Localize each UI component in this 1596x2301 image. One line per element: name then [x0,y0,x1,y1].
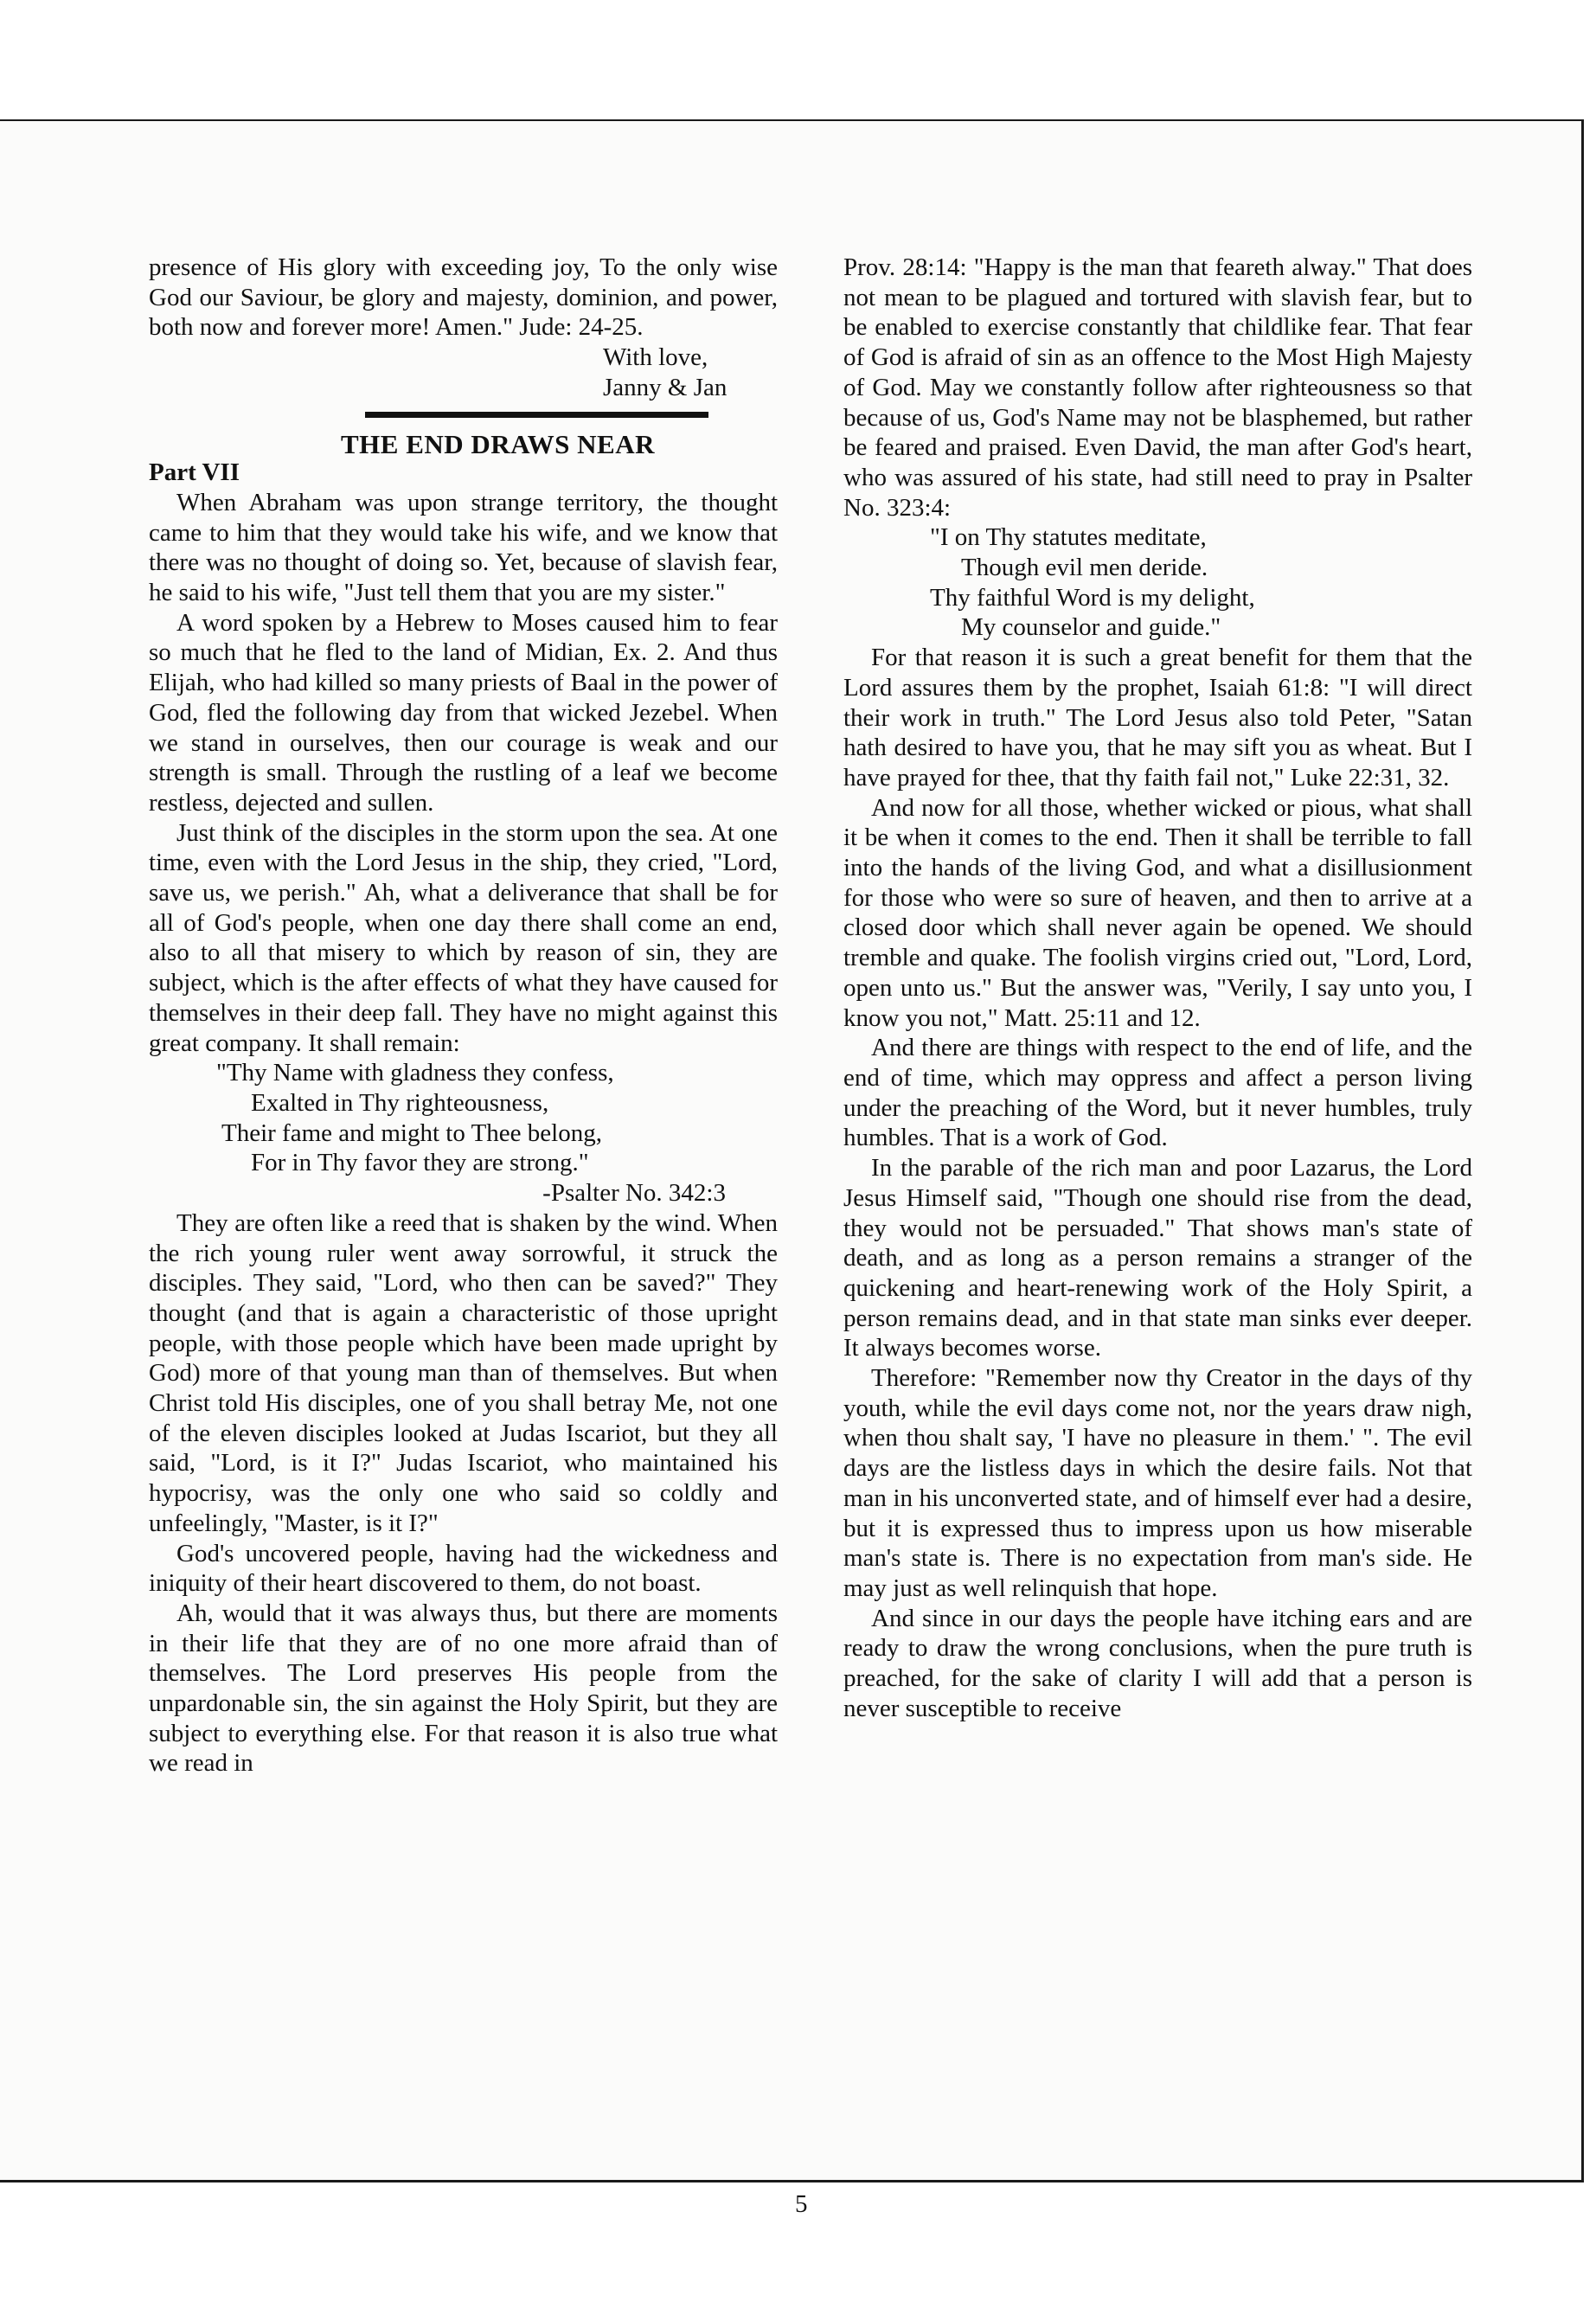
verse-line: Their fame and might to Thee belong, [221,1118,602,1147]
paragraph: In the parable of the rich man and poor Lazarus, the Lord Jesus Himself said, "Though one should rise from the dead, they would not be persuaded." That shows man's state of death, and as long as a person remains a stranger of the quickening and heart-renewing work of the Holy Spirit, a person remains dead, and in that state man sinks ever deeper. It always becomes worse. [843,1154,1472,1362]
paragraph: And since in our days the people have itching ears and are ready to draw the wrong conclusions, when the pure truth is preached, for the sake of clarity I will add that a person is never susceptible to receive [843,1604,1472,1722]
verse-reference: -Psalter No. 342:3 [542,1179,726,1208]
paragraph: When Abraham was upon strange territory, the thought came to him that they would take his wife, and we know that there was no thought of doing so. Yet, because of slavish fear, he said to his wife, "Just tell them that you are my sister." [149,488,778,607]
verse-line: Though evil men deride. [961,554,1208,582]
right-column [843,253,1472,1723]
paragraph: Ah, would that it was always thus, but there are moments in their life that they are of no one more afraid than of themselves. The Lord preserves His people from the unpardonable sin, the sin against the Holy Spirit, but they are subject to everything else. For that reason it is also true what we read in [149,1599,778,1778]
verse-line: Thy faithful Word is my delight, [930,583,1255,612]
section-divider [365,412,708,418]
verse-line: Exalted in Thy righteousness, [251,1088,549,1117]
verse-line: For in Thy favor they are strong." [251,1149,589,1177]
closing-line: With love, [603,343,708,372]
letter-closing [149,343,778,402]
article-title: THE END DRAWS NEAR [341,428,655,459]
paragraph: And there are things with respect to the end of life, and the end of time, which may oppress and affect a person living under the preaching of the Word, but it never humbles, truly humbles. That is a work of God. [843,1034,1472,1152]
paragraph: Therefore: "Remember now thy Creator in the days of thy youth, while the evil days come not, nor the years draw nigh, when thou shalt say, 'I have no pleasure in them.' ". The evil days are the listless days in which the desire fails. Not that man in his unconverted state, and of himself ever had a desire, but it is expressed thus to impress upon us how miserable man's state is. There is no expectation from man's side. He may just as well relinquish that hope. [843,1364,1472,1602]
psalter-verse [149,1058,778,1208]
verse-line: "Thy Name with gladness they confess, [216,1059,614,1087]
signature: Janny & Jan [603,373,727,401]
page-number: 5 [795,2190,808,2218]
paragraph: Prov. 28:14: "Happy is the man that feareth alway." That does not mean to be plagued and tortured with slavish fear, but to be enabled to exercise constantly that childlike fear. That fear of God is afraid of sin as an offence to the Most High Majesty of God. May we constantly follow after righteousness so that because of us, God's Name may not be blasphemed, but rather be feared and praised. Even David, the man after God's heart, who was assured of his state, had still need to pray in Psalter No. 323:4: [843,253,1472,522]
paragraph: Just think of the disciples in the storm upon the sea. At one time, even with the Lord Jesus in the ship, they cried, "Lord, save us, we perish." Ah, what a deliverance that shall be for all of God's people, when one day there shall come an end, also to all that misery to which by reason of sin, they are subject, which is the after effects of what they have caused for themselves in their deep fall. They have no might against this great company. It shall remain: [149,818,778,1057]
part-label: Part VII [149,458,240,487]
verse-line: My counselor and guide." [961,613,1221,642]
paragraph: God's uncovered people, having had the wickedness and iniquity of their heart discovered to them, do not boast. [149,1539,778,1598]
intro-paragraph: presence of His glory with exceeding joy, To the only wise God our Saviour, be glory and majesty, dominion, and power, both now and forever more! Amen." Jude: 24-25. [149,253,778,342]
paragraph: They are often like a reed that is shaken by the wind. When the rich young ruler went away sorrowful, it struck the disciples. They said, "Lord, who then can be saved?" They thought (and that is again a characteristic of those upright people, with those people which have been made upright by God) more of that young man than of themselves. But when Christ told His disciples, one of you shall betray Me, not one of the eleven disciples looked at Judas Iscariot, but they all said, "Lord, is it I?" Judas Iscariot, who maintained his hypocrisy, was the only one who said so coldly and unfeelingly, "Master, is it I?" [149,1208,778,1537]
paragraph: A word spoken by a Hebrew to Moses caused him to fear so much that he fled to the land of Midian, Ex. 2. And thus Elijah, who had killed so many priests of Baal in the power of God, fled the following day from that wicked Jezebel. When we stand in ourselves, then our courage is weak and our strength is small. Through the rustling of a leaf we become restless, dejected and sullen. [149,608,778,817]
verse-line: "I on Thy statutes meditate, [930,523,1207,552]
paragraph: For that reason it is such a great benefit for them that the Lord assures them by the prophet, Isaiah 61:8: "I will direct their work in truth." The Lord Jesus also told Peter, "Satan hath desired to have you, that he may sift you as wheat. But I have prayed for thee, that thy faith fail not," Luke 22:31, 32. [843,644,1472,792]
psalter-verse [843,522,1472,643]
left-column [149,253,778,1779]
paragraph: And now for all those, whether wicked or pious, what shall it be when it comes to the end. Then it shall be terrible to fall into the hands of the living God, and what a disillusionment for those who were so sure of heaven, and then to arrive at a closed door which shall never again be opened. We should tremble and quake. The foolish virgins cried out, "Lord, Lord, open unto us." But the answer was, "Verily, I say unto you, I know you not," Matt. 25:11 and 12. [843,793,1472,1032]
page-sheet [0,119,1584,2218]
